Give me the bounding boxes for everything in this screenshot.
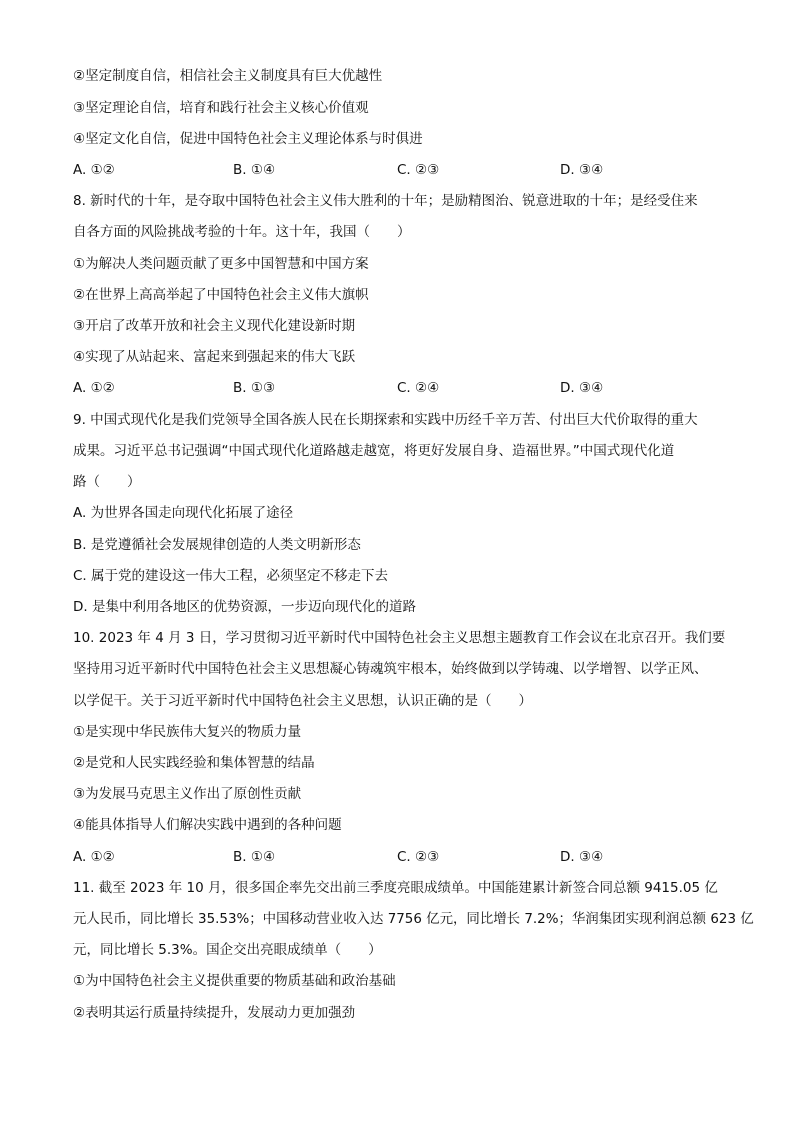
q9-option-d[interactable]: D. 是集中利用各地区的优势资源，一步迈向现代化的道路	[73, 599, 416, 615]
q9-stem-line-1: 9. 中国式现代化是我们党领导全国各族人民在长期探索和实践中历经千辛万苦、付出巨大代价取得的重大	[73, 412, 698, 428]
q7-option-c[interactable]: C. ②③	[397, 162, 440, 178]
q8-item-3: ③开启了改革开放和社会主义现代化建设新时期	[73, 318, 356, 334]
q8-option-c[interactable]: C. ②④	[397, 380, 440, 396]
q8-option-d[interactable]: D. ③④	[560, 380, 604, 396]
q10-option-d[interactable]: D. ③④	[560, 849, 604, 865]
q10-item-4: ④能具体指导人们解决实践中遇到的各种问题	[73, 817, 342, 833]
q8-item-1: ①为解决人类问题贡献了更多中国智慧和中国方案	[73, 256, 369, 272]
q7-option-d[interactable]: D. ③④	[560, 162, 604, 178]
q9-option-b[interactable]: B. 是党遵循社会发展规律创造的人类文明新形态	[73, 537, 361, 553]
q8-item-4: ④实现了从站起来、富起来到强起来的伟大飞跃	[73, 349, 356, 365]
q7-option-a[interactable]: A. ①②	[73, 162, 115, 178]
q8-options	[73, 379, 733, 397]
q7-option-b[interactable]: B. ①④	[233, 162, 276, 178]
q10-option-a[interactable]: A. ①②	[73, 849, 115, 865]
q11-stem-line-2: 元人民币，同比增长 35.53%；中国移动营业收入达 7756 亿元，同比增长 7.2%；华润集团实现利润总额 623 亿	[73, 911, 754, 927]
q10-options	[73, 848, 733, 866]
q7-item-4: ④坚定文化自信，促进中国特色社会主义理论体系与时俱进	[73, 131, 423, 147]
q8-stem-line-1: 8. 新时代的十年，是夺取中国特色社会主义伟大胜利的十年；是励精图治、锐意进取的十年；是经受住来	[73, 193, 698, 209]
q11-stem-line-3: 元，同比增长 5.3%。国企交出亮眼成绩单（ ）	[73, 942, 382, 958]
q9-option-a[interactable]: A. 为世界各国走向现代化拓展了途径	[73, 505, 294, 521]
q7-item-2: ②坚定制度自信，相信社会主义制度具有巨大优越性	[73, 68, 383, 84]
q8-option-a[interactable]: A. ①②	[73, 380, 115, 396]
q10-item-3: ③为发展马克思主义作出了原创性贡献	[73, 786, 302, 802]
q10-item-2: ②是党和人民实践经验和集体智慧的结晶	[73, 755, 315, 771]
q10-option-c[interactable]: C. ②③	[397, 849, 440, 865]
q10-stem-line-2: 坚持用习近平新时代中国特色社会主义思想凝心铸魂筑牢根本，始终做到以学铸魂、以学增智、以学正风、	[73, 661, 708, 677]
q8-stem-line-2: 自各方面的风险挑战考验的十年。这十年，我国（ ）	[73, 224, 411, 240]
q9-stem-line-3: 路（ ）	[73, 474, 141, 490]
q11-item-1: ①为中国特色社会主义提供重要的物质基础和政治基础	[73, 973, 396, 989]
q7-item-3: ③坚定理论自信，培育和践行社会主义核心价值观	[73, 100, 369, 116]
q10-stem-line-1: 10. 2023 年 4 月 3 日，学习贯彻习近平新时代中国特色社会主义思想主题教育工作会议在北京召开。我们要	[73, 630, 726, 646]
q9-stem-line-2: 成果。习近平总书记强调“中国式现代化道路越走越宽，将更好发展自身、造福世界。”中国式现代化道	[73, 443, 675, 459]
q8-item-2: ②在世界上高高举起了中国特色社会主义伟大旗帜	[73, 287, 369, 303]
q10-stem-line-3: 以学促干。关于习近平新时代中国特色社会主义思想，认识正确的是（ ）	[73, 693, 532, 709]
q10-option-b[interactable]: B. ①④	[233, 849, 276, 865]
q11-item-2: ②表明其运行质量持续提升，发展动力更加强劲	[73, 1005, 356, 1021]
q8-option-b[interactable]: B. ①③	[233, 380, 276, 396]
q10-item-1: ①是实现中华民族伟大复兴的物质力量	[73, 724, 302, 740]
q7-options	[73, 161, 733, 179]
q11-stem-line-1: 11. 截至 2023 年 10 月，很多国企率先交出前三季度亮眼成绩单。中国能建累计新签合同总额 9415.05 亿	[73, 880, 718, 896]
q9-option-c[interactable]: C. 属于党的建设这一伟大工程，必须坚定不移走下去	[73, 568, 389, 584]
